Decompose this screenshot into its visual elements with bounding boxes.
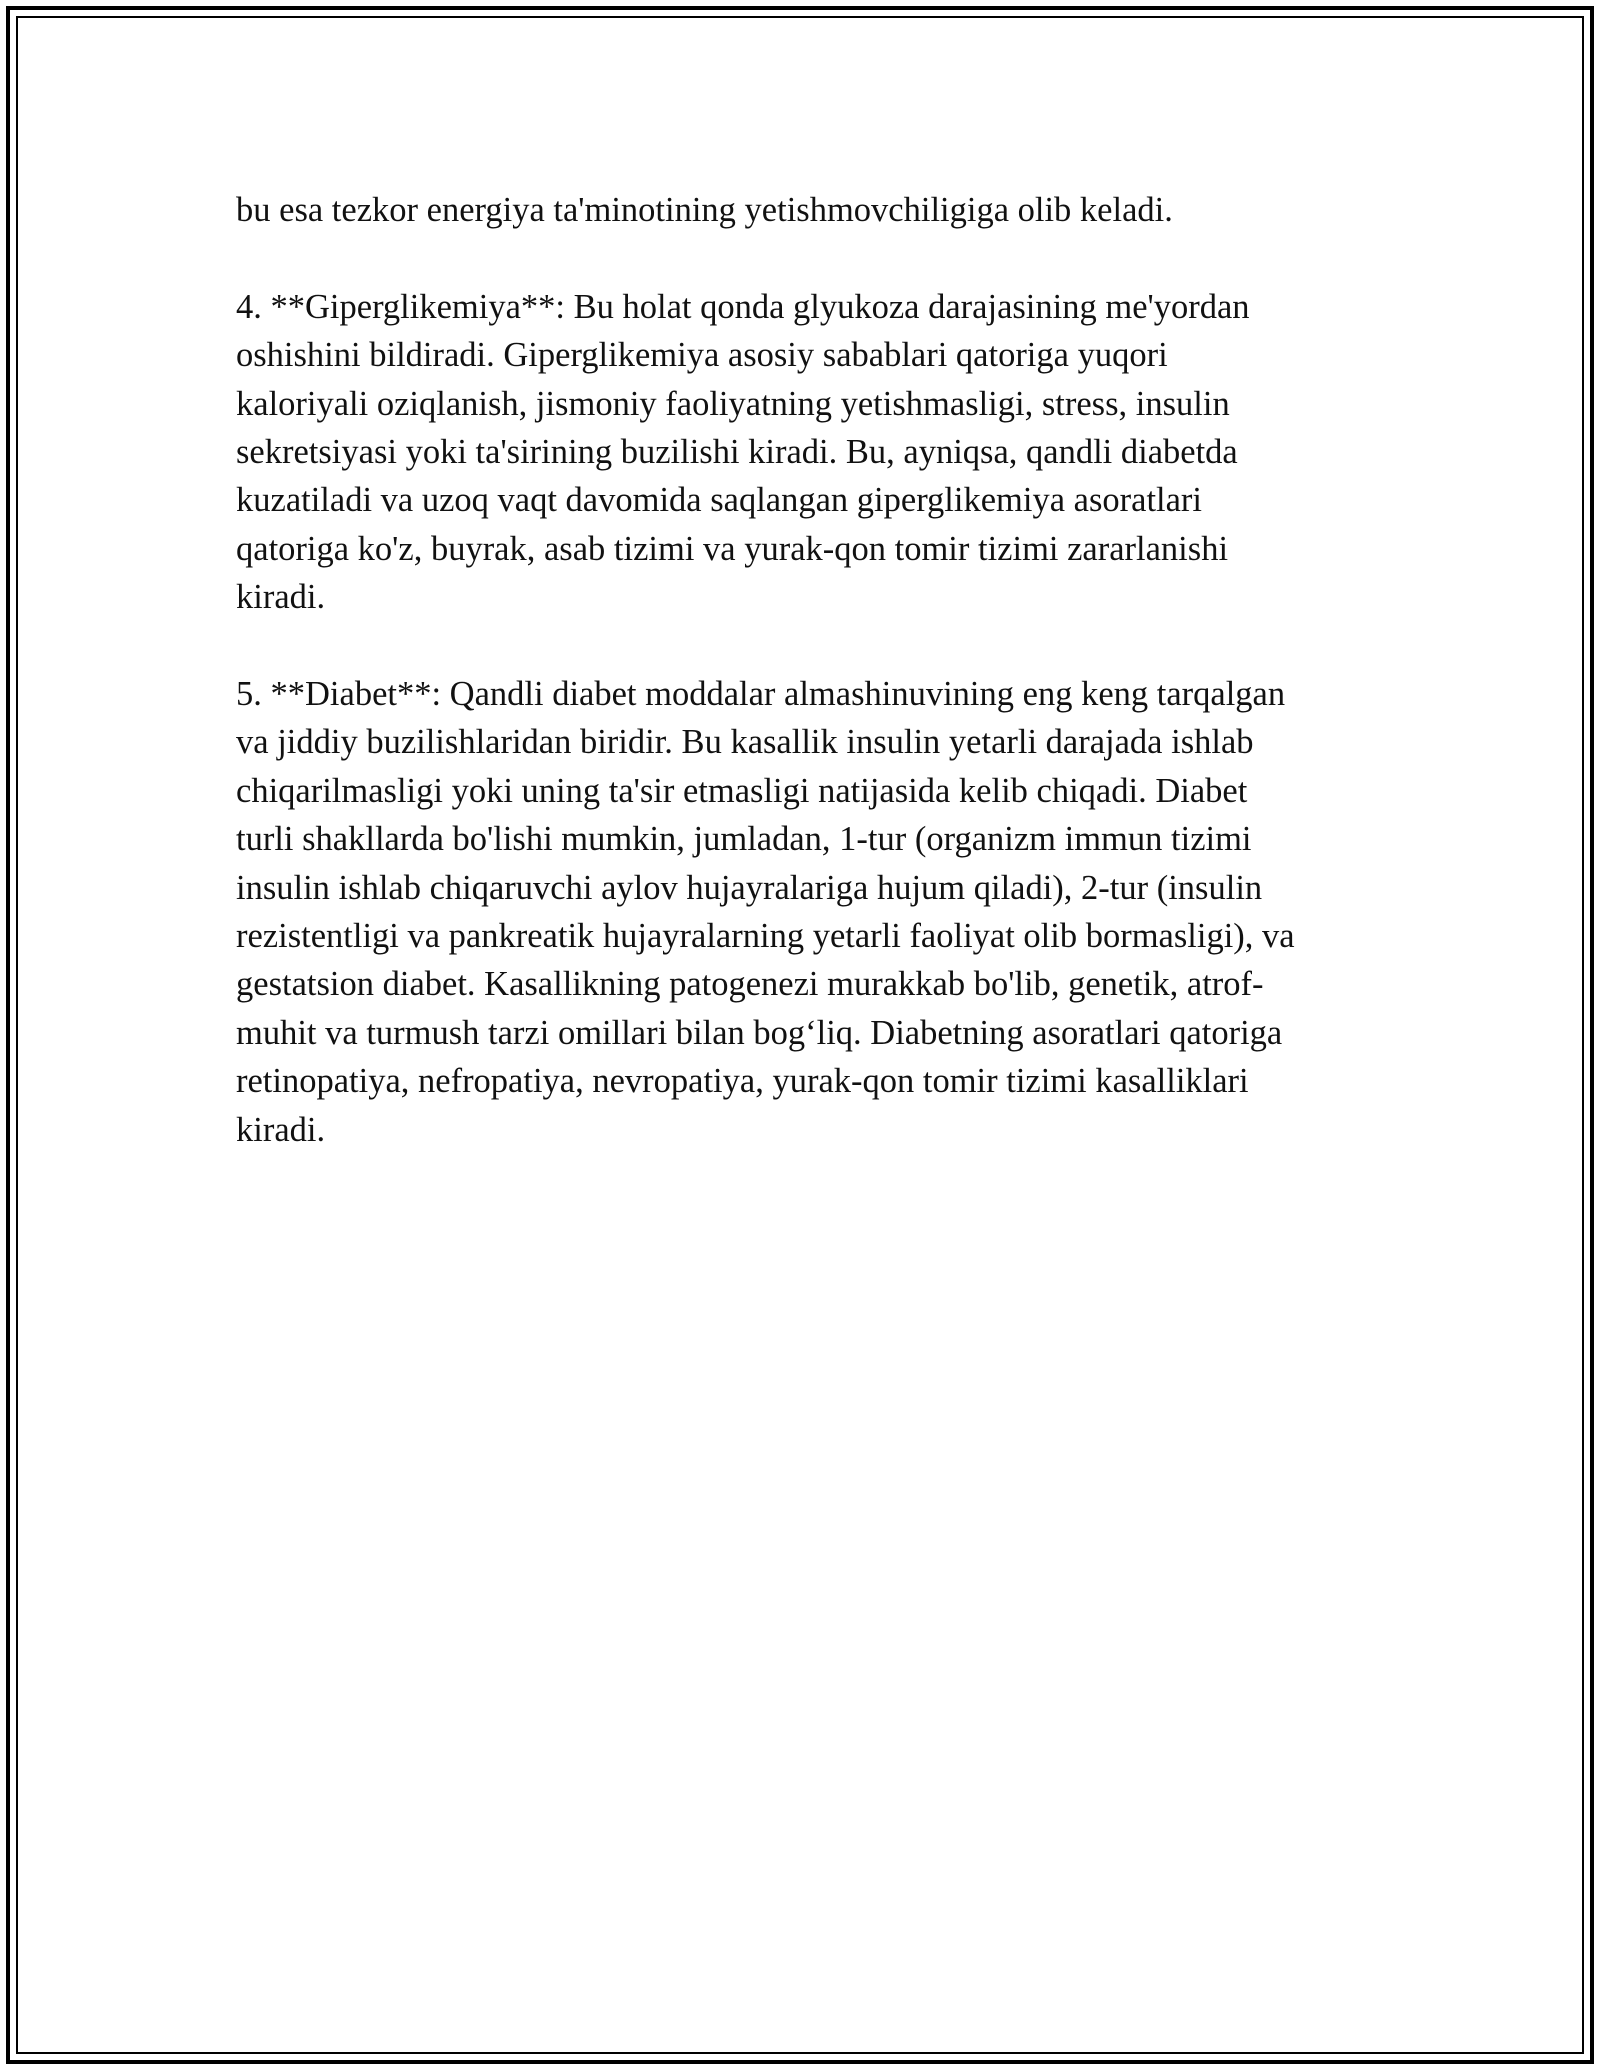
paragraph-diabet: 5. **Diabet**: Qandli diabet moddalar almashinuvining eng keng tarqalgan va jiddiy buzilishlaridan biridir. Bu kasallik insulin yetarli darajada ishlab chiqarilmasligi yoki uning ta'sir etmasligi natijasida kelib chiqadi. Diabet turli shakllarda bo'lishi mumkin, jumladan, 1-tur (organizm immun tizimi insulin ishlab chiqaruvchi aylov hujayralariga hujum qiladi), 2-tur (insulin rezistentligi va pankreatik hujayralarning yetarli faoliyat olib bormasligi), va gestatsion diabet. Kasallikning patogenezi murakkab bo'lib, genetik, atrof- muhit va turmush tarzi omillari bilan bog‘liq. Diabetning asoratlari qatoriga retinopatiya, nefropatiya, nevropatiya, yurak-qon tomir tizimi kasalliklari kiradi. (236, 675, 1295, 1149)
document-body (236, 186, 1366, 1202)
paragraph-continuation: bu esa tezkor energiya ta'minotining yetishmovchiligiga olib keladi. (236, 191, 1173, 229)
paragraph-giperglikemiya: 4. **Giperglikemiya**: Bu holat qonda glyukoza darajasining me'yordan oshishini bildiradi. Giperglikemiya asosiy sabablari qatoriga yuqori kaloriyali oziqlanish, jismoniy faoliyatning yetishmasligi, stress, insulin sekretsiyasi yoki ta'sirining buzilishi kiradi. Bu, ayniqsa, qandli diabetda kuzatiladi va uzoq vaqt davomida saqlangan giperglikemiya asoratlari qatoriga ko'z, buyrak, asab tizimi va yurak-qon tomir tizimi zararlanishi kiradi. (236, 287, 1250, 617)
